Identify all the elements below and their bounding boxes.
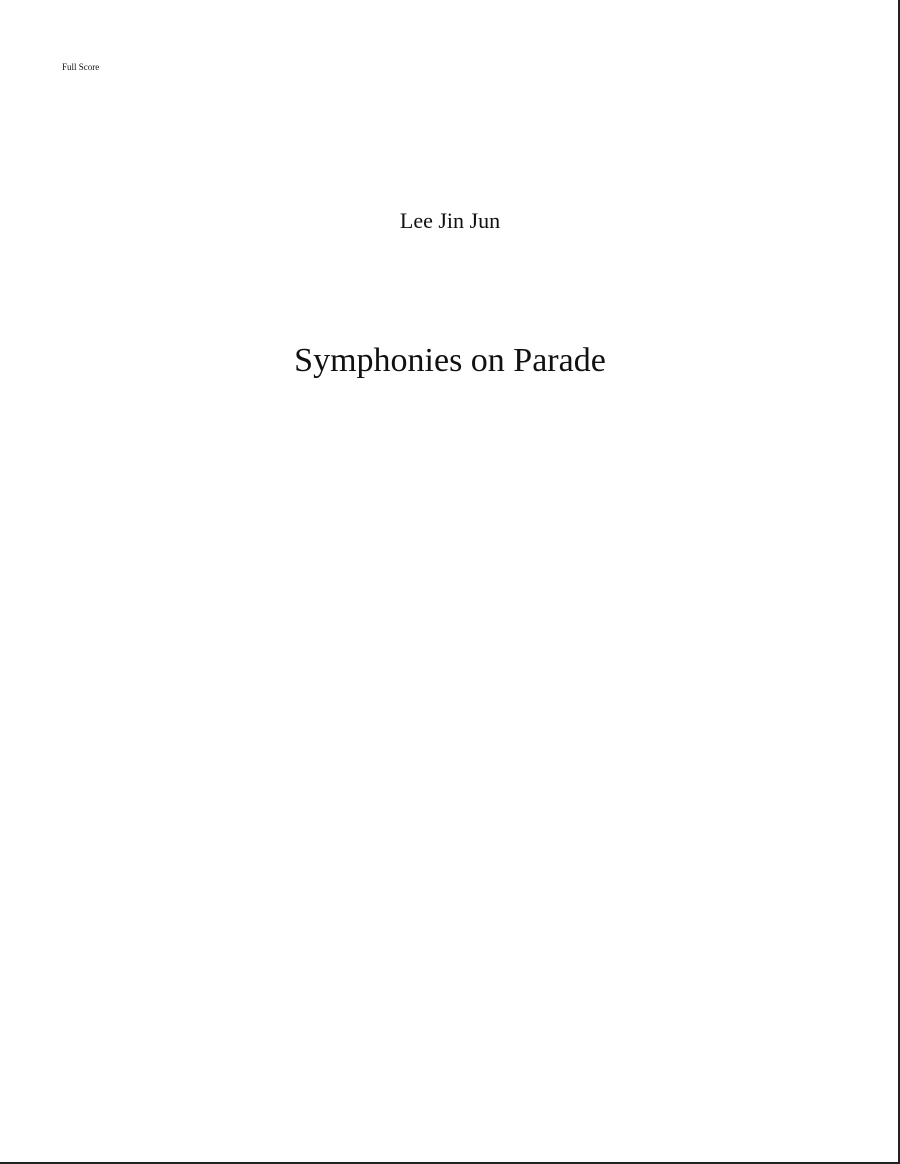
score-type-label: Full Score — [62, 62, 100, 72]
composer-name: Lee Jin Jun — [399, 208, 501, 233]
score-title: Symphonies on Parade — [294, 342, 606, 379]
